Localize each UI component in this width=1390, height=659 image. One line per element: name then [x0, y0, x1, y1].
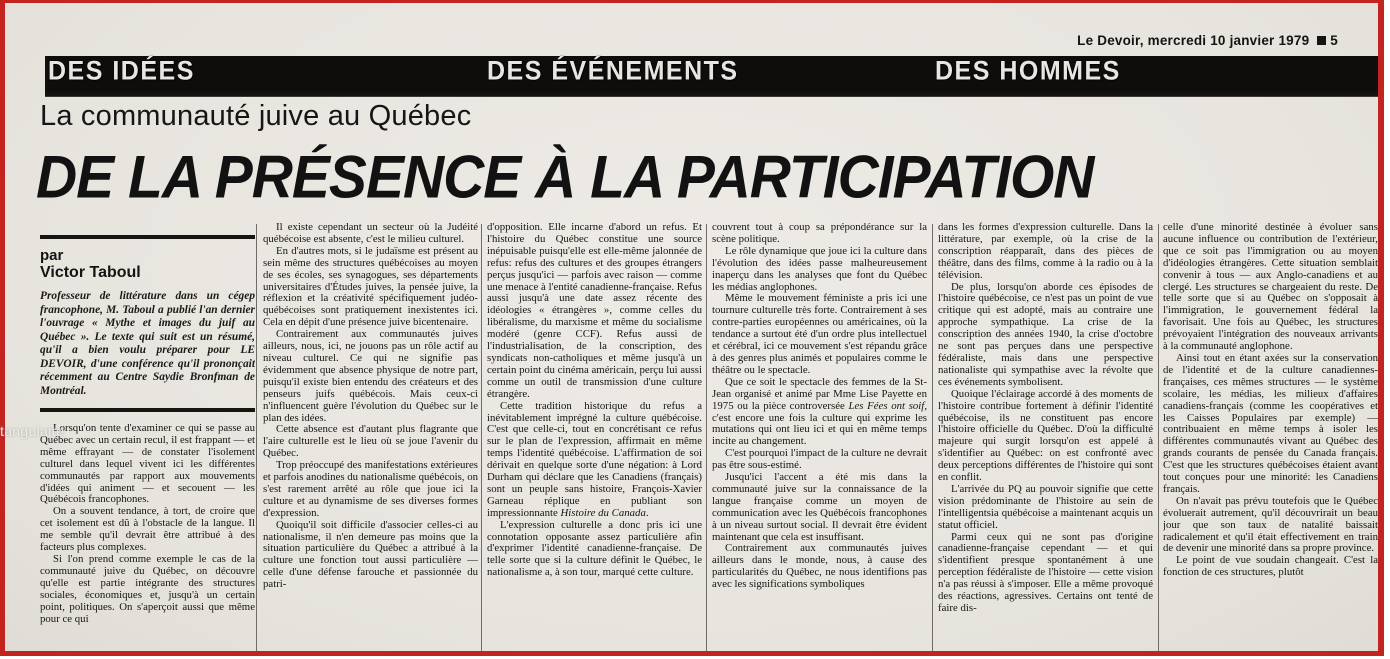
- body-paragraph: Trop préoccupé des manifestations extérieures et parfois anodines du nationalisme québécois, on s'est rarement arrêté au rôle que joue ici la culture et au dynamisme de ses diverses formes d'expression.: [263, 459, 478, 519]
- body-paragraph: Quoiqu'il soit difficile d'associer celles-ci au nationalisme, il n'en demeure pas moins que la situation particulière du Québec a attribué à la culture une fonction tout aussi particulière — celle d'une défense farouche et passionnée du patri-: [263, 518, 478, 591]
- text-column-1: [40, 222, 255, 652]
- article-headline: DE LA PRÉSENCE À LA PARTICIPATION: [36, 144, 1094, 212]
- body-paragraph: On n'avait pas prévu toutefois que le Québec évoluerait autrement, qu'il découvrirait un beau jour que son taux de natalité baissait radicalement et qu'il était effectivement en train de devenir une minorité dans sa propre province.: [1163, 494, 1378, 555]
- text-column-6: [1163, 222, 1378, 652]
- body-paragraph: L'expression culturelle a donc pris ici une connotation opposante assez particulière afin d'exprimer l'identité canadienne-française. De telle sorte que si la culture définit le Québec, le nationalisme a, à son tour, marqué cette culture.: [487, 518, 702, 579]
- annotation-frame-right: [1378, 0, 1384, 656]
- byline-rule-top: [40, 235, 255, 239]
- article-kicker: La communauté juive au Québec: [40, 100, 472, 132]
- page-number: 5: [1330, 33, 1338, 48]
- body-paragraph: Cette tradition historique du refus a inévitablement imprégné la culture québécoise. C'est que celle-ci, tout en concrétisant ce refus sur le plan de l'expression, affirmait en même temps l'identité québécoise. L'affirmation de soi dérivait en quelque sorte d'une négation: à Lord Durham qui déclare que les Canadiens (français) sont un peuple sans histoire, François-Xavier Garneau réplique en publiant son impressionnante Histoire du Canada.: [487, 399, 702, 519]
- section-title-des-hommes: DES HOMMES: [935, 55, 1121, 87]
- body-paragraph: Ainsi tout en étant axées sur la conservation de l'identité et de la culture canadiennes-françaises, ces mêmes structures — le système scolaire, les médias, les milieux d'affaires canadiens-français (comme les coopératives et les Caisses Populaires par exemple) — contribuaient en même temps à isoler les différentes communautés vivant au Québec des grands courants de pensée du Canada français. C'est que les structures québécoises étaient avant tout conçues pour une minorité: les Canadiens français.: [1163, 351, 1378, 495]
- body-paragraph: De plus, lorsqu'on aborde ces épisodes de l'histoire québécoise, ce n'est pas un point de vue critique qui est adopté, mais au contraire une approche sympathique. La crise de la conscription des années 1940, la crise d'octobre ne sont pas perçues dans une perspective fédéraliste, mais dans une perspective nationaliste qui sympathise avec la révolte que ces événements symbolisent.: [938, 280, 1153, 388]
- column-rule: [481, 224, 482, 652]
- byline-box: [40, 235, 255, 412]
- text-column-4: [712, 222, 927, 652]
- body-paragraph: Lorsqu'on tente d'examiner ce qui se passe au Québec avec un certain recul, il est frappant — et même effrayant — de constater l'isolement culturel dans lequel vivent ici les différentes communautés par rapport aux mouvements d'idées qui animent — et secouent — les Québécois francophones.: [40, 422, 255, 506]
- section-title-des-idees: DES IDÉES: [48, 55, 195, 87]
- column-1-body: [40, 423, 255, 625]
- body-paragraph: Contrairement aux communautés juives ailleurs dans le monde, nous, à cause des particularités du Québec, ne nous identifions pas avec les significations symboliques: [712, 542, 927, 591]
- column-rule: [1158, 224, 1159, 652]
- text-column-3: [487, 222, 702, 652]
- column-rule: [256, 224, 257, 652]
- body-paragraph: En d'autres mots, si le judaïsme est présent au sein même des structures québécoises au moyen de ses écoles, ses synagogues, ses départements universitaires d'Études juives, la pensée juive, la réflexion et la créativité spécifiquement judéo-québécoises sont pratiquement inexistentes ici. Cela en dépit d'une présence juive bicentenaire.: [263, 244, 478, 329]
- body-paragraph: Parmi ceux qui ne sont pas d'origine canadienne-française cependant — et qui s'identifient presque spontanément à une perception fédéraliste de l'histoire — cette vision n'a pas réussi à s'imposer. Elle a même provoqué des réactions, agressives. Certains ont tenté de faire dis-: [938, 530, 1153, 614]
- annotation-frame-top: [0, 0, 1383, 3]
- section-title-des-evenements: DES ÉVÉNEMENTS: [487, 55, 739, 87]
- body-paragraph: Que ce soit le spectacle des femmes de la St-Jean organisé et animé par Mme Lise Payette en 1975 ou la pièce controversée Les Fées ont soif, c'est encore une fois la culture qui exprime les mutations qui ont lieu ici et qui en même temps incite au changement.: [712, 375, 927, 448]
- body-paragraph: Le point de vue soudain changeait. C'est la fonction de ces structures, plutôt: [1163, 554, 1378, 579]
- body-paragraph: Le rôle dynamique que joue ici la culture dans l'évolution des idées passe malheureusement inaperçu dans les analyses que font du Québec les médias anglophones.: [712, 244, 927, 293]
- body-paragraph: Même le mouvement féministe a pris ici une tournure culturelle très forte. Contrairement à ses contre-parties européennes ou américaines, où la tendance a surtout été d'un ordre plus intellectuel et cérébral, ici ce mouvement s'est répandu grâce à des genres plus animés et populaires comme le théâtre ou le spectacle.: [712, 292, 927, 376]
- annotation-frame-bottom: [0, 651, 1384, 656]
- body-paragraph: d'opposition. Elle incarne d'abord un refus. Et l'histoire du Québec constitue une source inépuisable puisqu'elle est elle-même jalonnée de refus: refus des cultures et des groupes étrangers perçus jusqu'ici — parfois avec raison — comme une menace à l'entité canadienne-française. Refus aussi jusqu'à une date assez récente des idéologies « étrangères », comme celles du libéralisme, du marxisme et même du socialisme modéré (genre CCF). Refus aussi de l'industrialisation, de la conscription, des syndicats non-catholiques et même jusqu'à un certain point du cinéma américain, perçu lui aussi comme un outil de transmission d'une culture étrangère.: [487, 222, 702, 400]
- masthead-text: Le Devoir, mercredi 10 janvier 1979: [1077, 33, 1310, 48]
- text-column-5: [938, 222, 1153, 652]
- annotation-artifact-label: tangulaire: [0, 423, 65, 439]
- body-paragraph: dans les formes d'expression culturelle. Dans la littérature, par exemple, où la crise de la conscription réapparaît, dans des pièces de théâtre, dans des films, comme à la radio ou à la télévision.: [938, 222, 1153, 281]
- section-banner: [45, 56, 1378, 96]
- body-paragraph: Contrairement aux communautés juives ailleurs, nous, ici, ne jouons pas un rôle actif au niveau culturel. Ce qui ne signifie pas évidemment que absence physique de notre part, puisqu'il existe bien entendu des créateurs et des penseurs juifs québécois. Mais ceux-ci n'influencent guère l'évolution du Québec sur le plan des idées.: [263, 328, 478, 424]
- body-paragraph: Si l'on prend comme exemple le cas de la communauté juive du Québec, on découvre qu'elle est partie intégrante des structures sociales, économiques et, jusqu'à un certain point, politiques. On s'aperçoit aussi que même pour ce qui: [40, 552, 255, 625]
- body-paragraph: C'est pourquoi l'impact de la culture ne devrait pas être sous-estimé.: [712, 447, 927, 472]
- body-paragraph: L'arrivée du PQ au pouvoir signifie que cette vision prédominante de l'histoire au sein de l'intelligentsia québécoise a maintenant acquis un statut officiel.: [938, 482, 1153, 531]
- masthead-dateline: [1077, 33, 1338, 48]
- column-rule: [932, 224, 933, 652]
- byline-rule-bottom: [40, 408, 255, 412]
- byline-author: Victor Taboul: [40, 264, 141, 281]
- column-rule: [706, 224, 707, 652]
- body-paragraph: Cette absence est d'autant plus flagrante que l'aire culturelle est le lieu où se joue l'avenir du Québec.: [263, 423, 478, 460]
- annotation-frame-left: [0, 0, 5, 656]
- body-paragraph: celle d'une minorité destinée à évoluer sans aucune influence ou contribution de l'extérieur, que ce soit pas l'immigration ou au moyen d'idéologies étrangères. Cette situation semblait convenir à tous — aux Anglo-canadiens et au clergé. Les structures se chargeaient du reste. De telle sorte que si au Québec on s'opposait à l'immigration, le gouvernement fédéral la favorisait. Une fois au Québec, les structures prévoyaient l'intégration des nouveaux arrivants à la communauté anglophone.: [1163, 222, 1378, 353]
- text-column-2: [263, 222, 478, 652]
- body-paragraph: On a souvent tendance, à tort, de croire que cet isolement est dû à l'obstacle de la langue. Il me semble qu'il devrait être attribué à des facteurs plus complexes.: [40, 505, 255, 554]
- body-paragraph: Jusqu'ici l'accent a été mis dans la communauté juive sur la connaissance de la langue française comme un moyen de communication avec les Québécois francophones à un niveau surtout social. Il devrait être évident maintenant que cela est insuffisant.: [712, 471, 927, 543]
- byline-intro: Professeur de littérature dans un cégep francophone, M. Taboul a publié l'an dernier l'ouvrage « Mythe et images du juif au Québec ». Le texte qui suit est un résumé, qu'il a bien voulu préparer pour LE DEVOIR, d'une conférence qu'il prononçait récemment au Centre Saydie Bronfman de Montréal.: [40, 290, 255, 397]
- body-paragraph: Il existe cependant un secteur où la Judéité québécoise est absente, c'est le milieu culturel.: [263, 222, 478, 245]
- byline-prefix: par: [40, 247, 64, 264]
- page-number-square-icon: [1317, 36, 1326, 45]
- body-paragraph: couvrent tout à coup sa prépondérance sur la scène politique.: [712, 222, 927, 245]
- body-paragraph: Quoique l'éclairage accordé à des moments de l'histoire contribue fortement à définir l'identité québécoise, ils ne constituent pas encore l'histoire officielle du Québec. D'où la difficulté majeure qui surgit lorsqu'on est appelé à s'identifier au Québec: on est confronté avec deux perceptions différentes de l'histoire qui sont en conflit.: [938, 387, 1153, 484]
